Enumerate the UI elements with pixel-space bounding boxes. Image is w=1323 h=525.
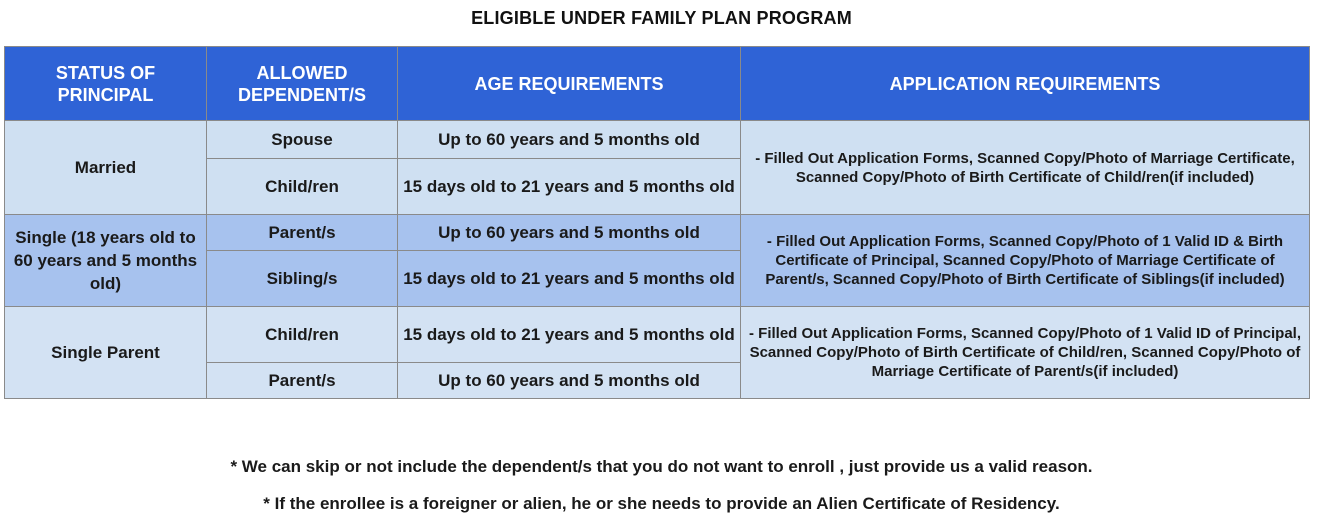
status-cell-married: Married — [5, 121, 207, 215]
footnote-alien-certificate: * If the enrollee is a foreigner or alien, he or she needs to provide an Alien Certificate of Residency. — [263, 494, 1060, 513]
header-allowed-dependents: ALLOWED DEPENDENT/S — [207, 47, 398, 121]
footnote-skip-dependents: * We can skip or not include the dependent/s that you do not want to enroll , just provide us a valid reason. — [230, 457, 1093, 476]
document-title: ELIGIBLE UNDER FAMILY PLAN PROGRAM — [471, 8, 852, 28]
table-header-row — [5, 47, 1310, 121]
application-cell-married: - Filled Out Application Forms, Scanned Copy/Photo of Marriage Certificate, Scanned Copy/Photo of Birth Certificate of Child/ren(if included) — [741, 121, 1310, 215]
table-row — [5, 215, 1310, 251]
header-application-requirements: APPLICATION REQUIREMENTS — [741, 47, 1310, 121]
table-row — [5, 121, 1310, 159]
dependent-cell: Parent/s — [207, 215, 398, 251]
application-cell-single-parent: - Filled Out Application Forms, Scanned Copy/Photo of 1 Valid ID of Principal, Scanned Copy/Photo of Birth Certificate of Child/ren, Scanned Copy/Photo of Marriage Certificate of Parent/s(if included) — [741, 307, 1310, 399]
dependent-cell: Sibling/s — [207, 251, 398, 307]
age-cell: Up to 60 years and 5 months old — [398, 121, 741, 159]
age-cell: 15 days old to 21 years and 5 months old — [398, 307, 741, 363]
dependent-cell: Spouse — [207, 121, 398, 159]
status-cell-single-parent: Single Parent — [5, 307, 207, 399]
header-age-requirements: AGE REQUIREMENTS — [398, 47, 741, 121]
dependent-cell: Child/ren — [207, 307, 398, 363]
age-cell: 15 days old to 21 years and 5 months old — [398, 159, 741, 215]
age-cell: 15 days old to 21 years and 5 months old — [398, 251, 741, 307]
application-cell-single: - Filled Out Application Forms, Scanned Copy/Photo of 1 Valid ID & Birth Certificate of Principal, Scanned Copy/Photo of Marriage Certificate of Parent/s, Scanned Copy/Photo of Birth Certificate of Siblings(if included) — [741, 215, 1310, 307]
family-plan-table — [4, 46, 1310, 399]
dependent-cell: Parent/s — [207, 363, 398, 399]
table-row — [5, 307, 1310, 363]
dependent-cell: Child/ren — [207, 159, 398, 215]
age-cell: Up to 60 years and 5 months old — [398, 363, 741, 399]
status-cell-single: Single (18 years old to 60 years and 5 months old) — [5, 215, 207, 307]
header-status-of-principal: STATUS OF PRINCIPAL — [5, 47, 207, 121]
age-cell: Up to 60 years and 5 months old — [398, 215, 741, 251]
